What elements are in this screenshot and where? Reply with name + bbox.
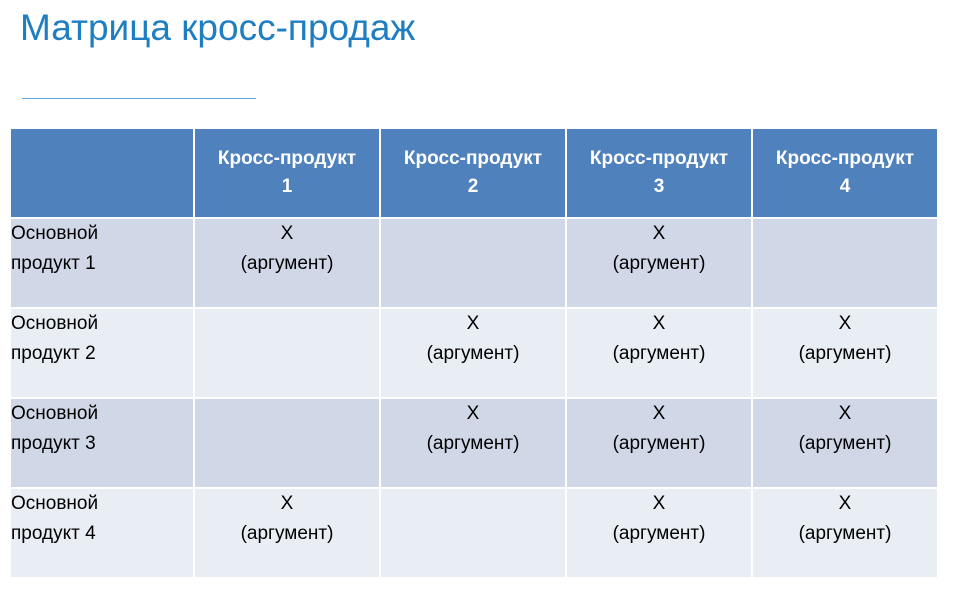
column-header-name: Кросс-продукт	[775, 148, 915, 169]
cell-argument: (аргумент)	[240, 253, 334, 274]
cell-argument: (аргумент)	[798, 433, 892, 454]
cell-argument: (аргумент)	[240, 523, 334, 544]
row-header-number: продукт 4	[11, 523, 96, 544]
cell-argument: (аргумент)	[426, 433, 520, 454]
matrix-cell	[194, 218, 380, 308]
row-header-number: продукт 2	[11, 343, 96, 364]
matrix-cell	[752, 218, 938, 308]
cell-argument: (аргумент)	[612, 433, 706, 454]
row-header-number: продукт 1	[11, 253, 96, 274]
table-row	[10, 308, 938, 398]
slide-title: Матрица кросс-продаж	[20, 7, 416, 48]
column-header-number: 3	[653, 176, 665, 197]
column-header	[194, 128, 380, 218]
matrix-cell	[194, 488, 380, 578]
cell-argument: (аргумент)	[612, 253, 706, 274]
cell-mark: X	[652, 493, 666, 514]
title-underline	[22, 98, 256, 99]
cell-mark: X	[466, 403, 480, 424]
row-header	[10, 488, 194, 578]
row-header	[10, 398, 194, 488]
matrix-cell	[566, 308, 752, 398]
column-header	[752, 128, 938, 218]
cell-mark: X	[652, 313, 666, 334]
row-header	[10, 218, 194, 308]
cell-mark: X	[652, 223, 666, 244]
corner-cell	[10, 128, 194, 218]
matrix-cell	[566, 398, 752, 488]
cross-sell-matrix	[9, 127, 939, 579]
matrix-cell	[752, 308, 938, 398]
table-row	[10, 218, 938, 308]
cell-mark: X	[838, 493, 852, 514]
column-header-number: 4	[839, 176, 851, 197]
cell-argument: (аргумент)	[612, 343, 706, 364]
cell-mark: X	[652, 403, 666, 424]
cell-argument: (аргумент)	[798, 523, 892, 544]
matrix-cell	[380, 308, 566, 398]
column-header-name: Кросс-продукт	[403, 148, 543, 169]
column-header-number: 1	[281, 176, 293, 197]
cell-mark: X	[280, 493, 294, 514]
row-header-name: Основной	[11, 403, 99, 424]
row-header	[10, 308, 194, 398]
column-header-number: 2	[467, 176, 479, 197]
matrix-cell	[380, 398, 566, 488]
row-header-name: Основной	[11, 223, 99, 244]
cell-mark: X	[838, 313, 852, 334]
table-row	[10, 488, 938, 578]
matrix-cell	[194, 398, 380, 488]
column-header	[566, 128, 752, 218]
matrix-cell	[752, 488, 938, 578]
cell-mark: X	[280, 223, 294, 244]
column-header-name: Кросс-продукт	[217, 148, 357, 169]
matrix-cell	[566, 488, 752, 578]
row-header-name: Основной	[11, 313, 99, 334]
table-row	[10, 398, 938, 488]
column-header	[380, 128, 566, 218]
matrix-cell	[194, 308, 380, 398]
header-row	[10, 128, 938, 218]
matrix-cell	[380, 218, 566, 308]
cell-argument: (аргумент)	[426, 343, 520, 364]
cell-argument: (аргумент)	[798, 343, 892, 364]
cell-mark: X	[466, 313, 480, 334]
column-header-name: Кросс-продукт	[589, 148, 729, 169]
matrix-cell	[380, 488, 566, 578]
matrix-cell	[566, 218, 752, 308]
row-header-name: Основной	[11, 493, 99, 514]
cell-argument: (аргумент)	[612, 523, 706, 544]
matrix-cell	[752, 398, 938, 488]
cell-mark: X	[838, 403, 852, 424]
row-header-number: продукт 3	[11, 433, 96, 454]
